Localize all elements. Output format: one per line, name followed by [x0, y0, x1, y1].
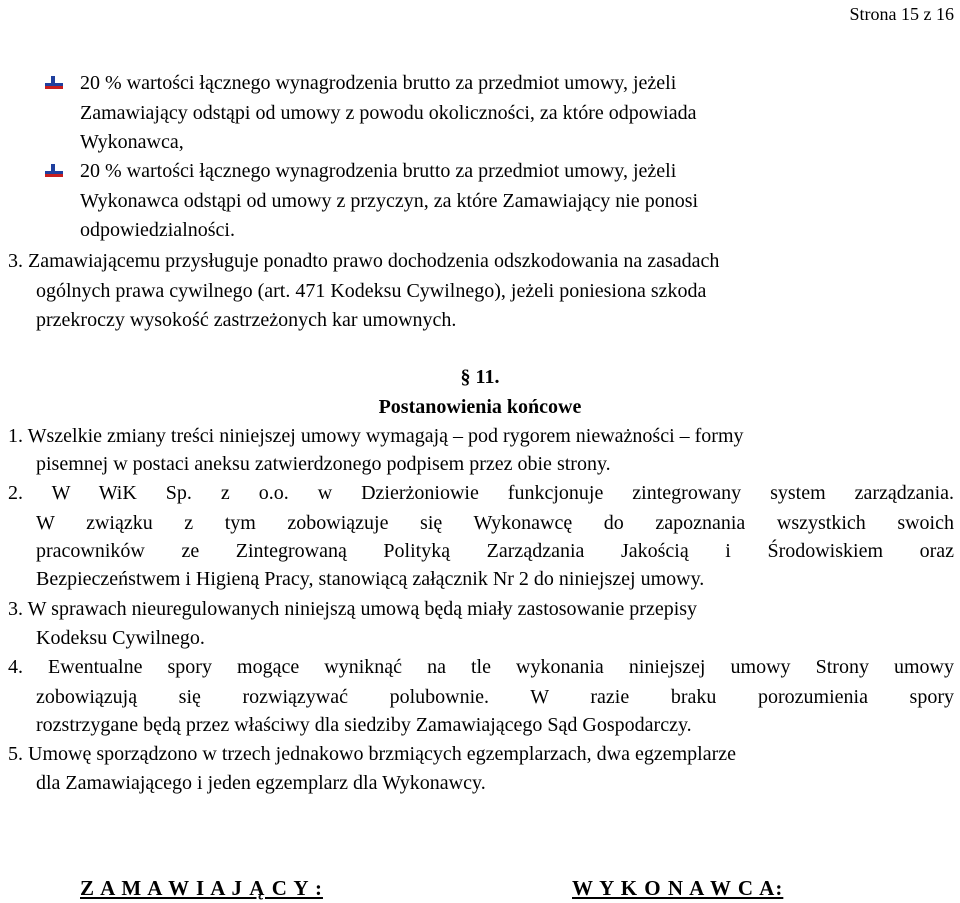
final-4-line-1: 4. Ewentualne spory mogące wyniknąć na tle wykonania niniejszej umowy Strony umowy [8, 656, 954, 678]
item-3-line-2: ogólnych prawa cywilnego (art. 471 Kodeksu Cywilnego), jeżeli poniesiona szkoda [36, 280, 707, 302]
final-2-line-3: pracowników ze Zintegrowaną Polityką Zarządzania Jakością i Środowiskiem oraz [36, 540, 954, 562]
final-2-line-1: 2. W WiK Sp. z o.o. w Dzierżoniowie funkcjonuje zintegrowany system zarządzania. [8, 482, 954, 504]
final-2-line-2: W związku z tym zobowiązuje się Wykonawcę do zapoznania wszystkich swoich [36, 512, 954, 534]
bullet-2-line-3: odpowiedzialności. [80, 219, 235, 241]
bullet-1-line-3: Wykonawca, [80, 131, 184, 153]
bullet-2-line-1: 20 % wartości łącznego wynagrodzenia brutto za przedmiot umowy, jeżeli [80, 160, 677, 182]
item-3-line-1: 3. Zamawiającemu przysługuje ponadto prawo dochodzenia odszkodowania na zasadach [8, 250, 720, 272]
bullet-icon [45, 164, 63, 178]
final-5-line-1: 5. Umowę sporządzono w trzech jednakowo brzmiących egzemplarzach, dwa egzemplarze [8, 743, 736, 765]
bullet-icon [45, 76, 63, 90]
final-3-line-1: 3. W sprawach nieuregulowanych niniejszą umową będą miały zastosowanie przepisy [8, 598, 698, 620]
final-4-line-3: rozstrzygane będą przez właściwy dla siedziby Zamawiającego Sąd Gospodarczy. [36, 714, 692, 736]
section-number: § 11. [460, 366, 500, 388]
final-1-line-1: 1. Wszelkie zmiany treści niniejszej umowy wymagają – pod rygorem nieważności – formy [8, 425, 744, 447]
final-5-line-2: dla Zamawiającego i jeden egzemplarz dla Wykonawcy. [36, 772, 486, 794]
page-number: Strona 15 z 16 [849, 4, 954, 24]
final-1-line-2: pisemnej w postaci aneksu zatwierdzonego podpisem przez obie strony. [36, 453, 611, 475]
bullet-2-line-2: Wykonawca odstąpi od umowy z przyczyn, za które Zamawiający nie ponosi [80, 190, 699, 212]
signature-contractor: W Y K O N A W C A: [572, 876, 784, 900]
item-3-line-3: przekroczy wysokość zastrzeżonych kar umownych. [36, 309, 457, 331]
signature-client: Z A M A W I A J Ą C Y : [80, 876, 323, 900]
final-3-line-2: Kodeksu Cywilnego. [36, 627, 205, 649]
final-4-line-2: zobowiązują się rozwiązywać polubownie. W razie braku porozumienia spory [36, 686, 954, 708]
bullet-1-line-2: Zamawiający odstąpi od umowy z powodu okoliczności, za które odpowiada [80, 102, 697, 124]
bullet-1-line-1: 20 % wartości łącznego wynagrodzenia brutto za przedmiot umowy, jeżeli [80, 72, 677, 94]
final-2-line-4: Bezpieczeństwem i Higieną Pracy, stanowiącą załącznik Nr 2 do niniejszej umowy. [36, 568, 705, 590]
section-title: Postanowienia końcowe [378, 396, 582, 418]
